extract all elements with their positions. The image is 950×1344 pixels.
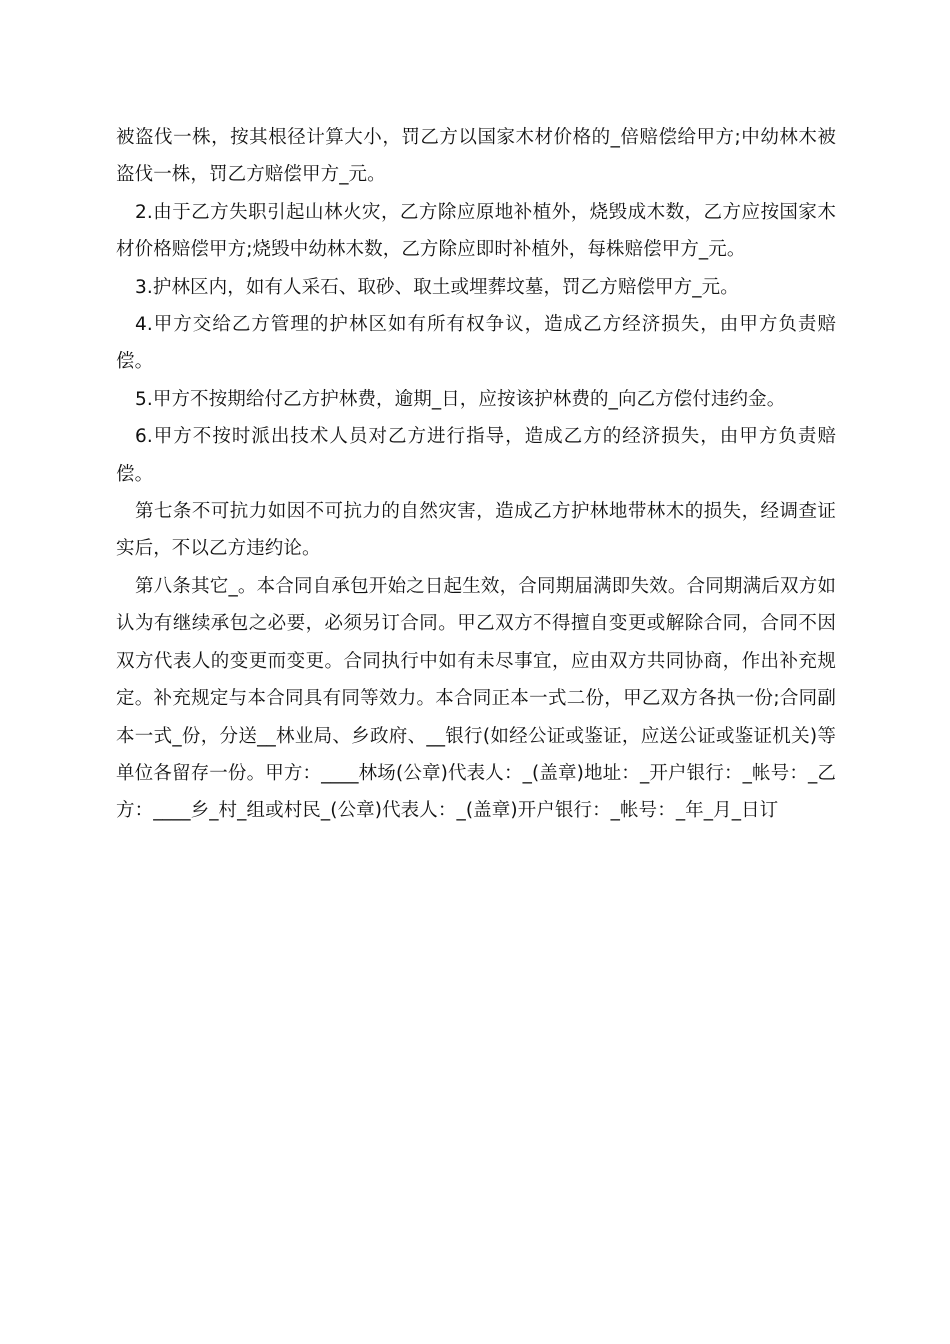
- paragraph-continuation: 被盗伐一株，按其根径计算大小，罚乙方以国家木材价格的_倍赔偿给甲方;中幼林木被盗伐一株，罚乙方赔偿甲方_元。: [116, 127, 836, 186]
- document-body: [116, 119, 836, 830]
- paragraph-clause-6: 6.甲方不按时派出技术人员对乙方进行指导，造成乙方的经济损失，由甲方负责赔偿。: [116, 426, 836, 485]
- paragraph-article-7: 第七条不可抗力如因不可抗力的自然灾害，造成乙方护林地带林木的损失，经调查证实后，不以乙方违约论。: [116, 501, 836, 560]
- paragraph-clause-4: 4.甲方交给乙方管理的护林区如有所有权争议，造成乙方经济损失，由甲方负责赔偿。: [116, 314, 836, 373]
- paragraph-clause-2: 2.由于乙方失职引起山林火灾，乙方除应原地补植外，烧毁成木数，乙方应按国家木材价格赔偿甲方;烧毁中幼林木数，乙方除应即时补植外，每株赔偿甲方_元。: [116, 201, 836, 261]
- paragraph-clause-5: 5.甲方不按期给付乙方护林费，逾期_日，应按该护林费的_向乙方偿付违约金。: [135, 388, 786, 410]
- paragraph-clause-3: 3.护林区内，如有人采石、取砂、取土或埋葬坟墓，罚乙方赔偿甲方_元。: [135, 276, 739, 298]
- paragraph-article-8: 第八条其它_。本合同自承包开始之日起生效，合同期届满即失效。合同期满后双方如认为有继续承包之必要，必须另订合同。甲乙双方不得擅自变更或解除合同，合同不因双方代表人的变更而变更。合同执行中如有未尽事宜，应由双方共同协商，作出补充规定。补充规定与本合同具有同等效力。本合同正本一式二份，甲乙双方各执一份;合同副本一式_份，分送__林业局、乡政府、__银行(如经公证或鉴证，应送公证或鉴证机关)等单位各留存一份。甲方：____林场(公章)代表人：_(盖章)地址：_开户银行：_帐号：_乙方：____乡_村_组或村民_(公章)代表人：_(盖章)开户银行：_帐号：_年_月_日订: [116, 575, 836, 822]
